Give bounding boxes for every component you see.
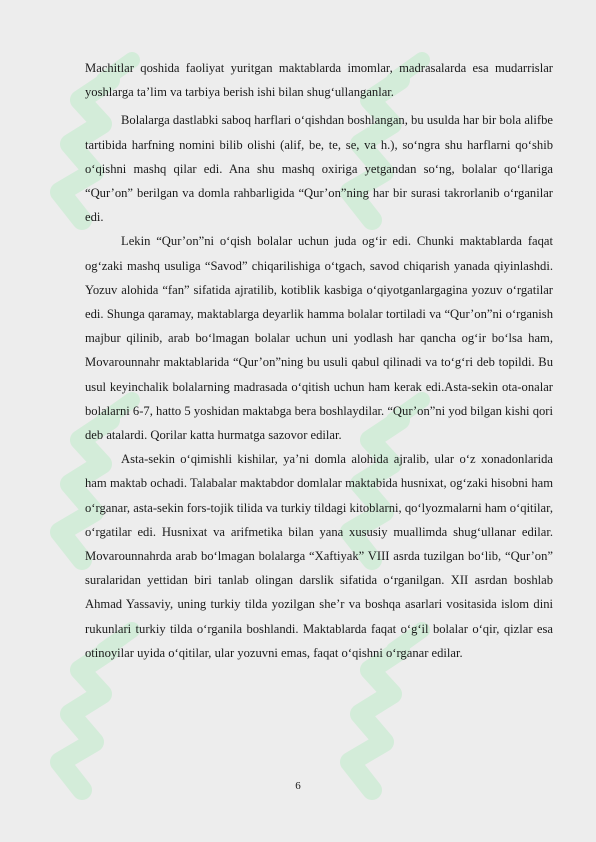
document-body <box>85 56 553 665</box>
paragraph-2: Bolalarga dastlabki saboq harflari o‘qishdan boshlangan, bu usulda har bir bola alifbe tartibida harfning nomini bilib olishi (alif, be, te, se, va h.), so‘ngra shu harflarni qo‘shib o‘qishni mashq qilar edi. Ana shu mashq oxiriga yetgandan so‘ng, bolalar qo‘llariga “Qur’on” berilgan va domla rahbarligida “Qur’on”ning har bir surasi takrorlanib o‘rganilar edi. <box>85 113 553 225</box>
paragraph-1: Machitlar qoshida faoliyat yuritgan maktablarda imomlar, madrasalarda esa mudarrislar yoshlarga ta’lim va tarbiya berish ishi bilan shug‘ullanganlar. <box>85 61 553 100</box>
paragraph-3: Lekin “Qur’on”ni o‘qish bolalar uchun juda og‘ir edi. Chunki maktablarda faqat og‘zaki mashq usuliga “Savod” chiqarilishiga o‘tgach, savod chiqarish yanada qiyinlashdi. Yozuv alohida “fan” sifatida ajratilib, kotiblik kasbiga o‘qiyotganlargagina yozuv o‘rgatilar edi. Shunga qaramay, maktablarga deyarlik hamma bolalar tortiladi va “Qur’on”ni o‘rganish majbur qilinib, arab bo‘lmagan bolalar uchun uni yodlash har qancha og‘ir bo‘lsa ham, Movarounnahr maktablarida “Qur’on”ning bu usuli qabul qilinadi va to‘g‘ri deb topildi. Bu usul keyinchalik bolalarning madrasada o‘qitish uchun ham kerak edi.Asta-sekin ota-onalar bolalarni 6-7, hatto 5 yoshidan maktabga bera boshlaydilar. “Qur’on”ni yod bilgan kishi qori deb atalardi. Qorilar katta hurmatga sazovor edilar. <box>85 234 553 443</box>
page-number: 6 <box>295 780 301 792</box>
paragraph-4: Asta-sekin o‘qimishli kishilar, ya’ni domla alohida ajralib, ular o‘z xonadonlarida ham maktab ochadi. Talabalar maktabdor domlalar maktabida husnixat, og‘zaki hisobni ham o‘rganar, asta-sekin fors-tojik tilida va turkiy tildagi kitoblarni, qo‘lyozmalarni ham o‘qitilar, o‘rgatilar edi. Husnixat va arifmetika bilan yana xususiy muallimda shug‘ullanar edilar. Movarounnahrda arab bo‘lmagan bolalarga “Xaftiyak” VIII asrda tuzilgan bo‘lib, “Qur’on” suralaridan yettidan biri tanlab olingan darslik sifatida o‘rganilgan. XII asrdan boshlab Ahmad Yassaviy, uning turkiy tilda yozilgan she’r va boshqa asarlari vositasida islom dini rukunlari turkiy tilda o‘rganila boshlandi. Maktablarda faqat o‘g‘il bolalar o‘qir, qizlar esa otinoyilar uyida o‘qitilar, ular yozuvni emas, faqat o‘qishni o‘rganar edilar. <box>85 452 553 660</box>
